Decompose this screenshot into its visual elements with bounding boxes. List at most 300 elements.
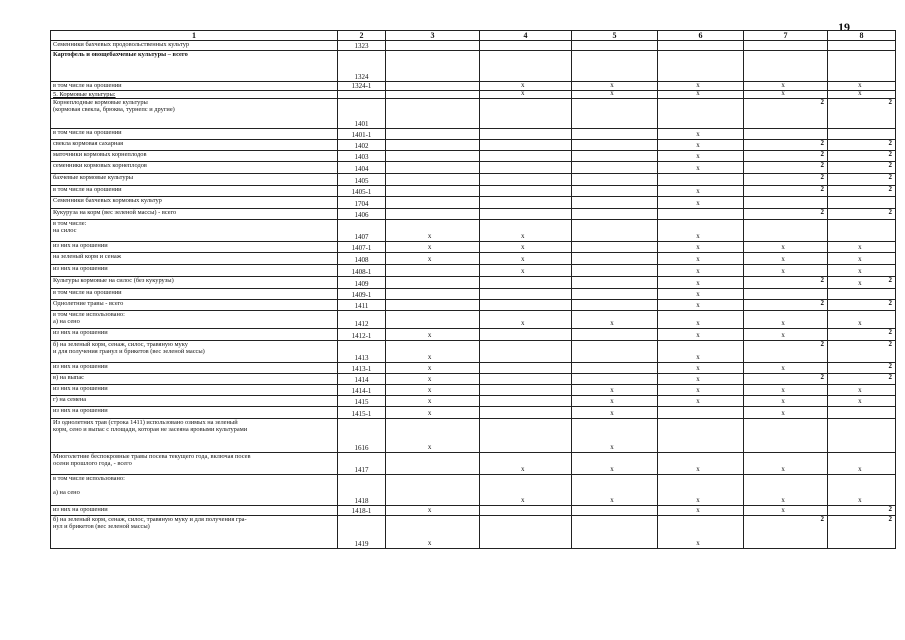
value-cell bbox=[572, 197, 658, 209]
cross-mark: x bbox=[696, 81, 700, 89]
value-cell bbox=[572, 140, 658, 151]
value-cell bbox=[386, 197, 480, 209]
row-code: 1413 bbox=[338, 341, 386, 363]
cross-mark: x bbox=[696, 331, 700, 339]
footnote-marker: 2 bbox=[820, 515, 824, 523]
value-cell bbox=[480, 253, 572, 265]
value-cell bbox=[480, 407, 572, 419]
table-row bbox=[51, 475, 896, 506]
row-code: 1324-1 bbox=[338, 82, 386, 91]
col-header-6: 6 bbox=[658, 31, 744, 41]
footnote-marker: 2 bbox=[888, 515, 892, 523]
table-body bbox=[51, 41, 896, 549]
cross-mark: x bbox=[427, 232, 432, 240]
page-number: 19 bbox=[838, 20, 850, 34]
footnote-marker: 2 bbox=[888, 373, 892, 381]
value-cell bbox=[572, 186, 658, 197]
col-header-4: 4 bbox=[480, 31, 572, 41]
table-row bbox=[51, 140, 896, 151]
value-cell bbox=[658, 174, 744, 186]
value-cell bbox=[658, 385, 744, 396]
value-cell bbox=[744, 242, 828, 253]
table-row bbox=[51, 197, 896, 209]
footnote-marker: 2 bbox=[888, 328, 892, 336]
row-code: 1409-1 bbox=[338, 289, 386, 300]
cross-mark: x bbox=[781, 243, 785, 251]
row-code: 1407-1 bbox=[338, 242, 386, 253]
value-cell bbox=[828, 242, 896, 253]
value-cell bbox=[744, 419, 828, 453]
value-cell bbox=[386, 140, 480, 151]
cross-mark: x bbox=[610, 397, 614, 405]
row-label: из них на орошении bbox=[51, 506, 338, 516]
value-cell bbox=[480, 453, 572, 475]
value-cell bbox=[572, 329, 658, 341]
value-cell bbox=[480, 41, 572, 51]
table-row bbox=[51, 253, 896, 265]
value-cell bbox=[572, 41, 658, 51]
value-cell bbox=[572, 407, 658, 419]
value-cell bbox=[386, 242, 480, 253]
row-label: в том числе на орошении bbox=[51, 289, 338, 300]
cross-mark: x bbox=[610, 386, 614, 394]
value-cell bbox=[480, 300, 572, 311]
row-label: на зеленый корм и сенаж bbox=[51, 253, 338, 265]
value-cell bbox=[828, 396, 896, 407]
cross-mark: x bbox=[781, 506, 785, 514]
row-code: 1402 bbox=[338, 140, 386, 151]
table-row bbox=[51, 220, 896, 242]
cross-mark: x bbox=[858, 386, 862, 394]
cross-mark: x bbox=[520, 90, 525, 97]
cross-mark: x bbox=[858, 465, 862, 473]
value-cell bbox=[572, 300, 658, 311]
value-cell bbox=[572, 51, 658, 82]
row-label: в том числе: на силос bbox=[51, 220, 338, 242]
cross-mark: x bbox=[696, 130, 700, 138]
value-cell bbox=[828, 363, 896, 374]
cross-mark: x bbox=[696, 290, 700, 298]
footnote-marker: 2 bbox=[820, 340, 824, 348]
table-row bbox=[51, 82, 896, 91]
footnote-marker: 2 bbox=[820, 161, 824, 169]
value-cell bbox=[658, 209, 744, 220]
cross-mark: x bbox=[858, 267, 862, 275]
cross-mark: x bbox=[696, 90, 700, 97]
cross-mark: x bbox=[520, 267, 525, 275]
value-cell bbox=[658, 475, 744, 506]
cross-mark: x bbox=[427, 443, 432, 451]
value-cell bbox=[828, 140, 896, 151]
row-label: Картофель и овощебахчевые культуры – всего bbox=[51, 51, 338, 82]
value-cell bbox=[744, 277, 828, 289]
value-cell bbox=[572, 453, 658, 475]
value-cell bbox=[744, 453, 828, 475]
table-row bbox=[51, 385, 896, 396]
value-cell bbox=[828, 197, 896, 209]
footnote-marker: 2 bbox=[888, 98, 892, 106]
cross-mark: x bbox=[427, 506, 432, 514]
value-cell bbox=[386, 277, 480, 289]
value-cell bbox=[828, 374, 896, 385]
value-cell bbox=[658, 151, 744, 162]
value-cell bbox=[828, 277, 896, 289]
value-cell bbox=[480, 197, 572, 209]
row-code: 1401 bbox=[338, 99, 386, 129]
footnote-marker: 2 bbox=[888, 208, 892, 216]
cross-mark: x bbox=[696, 243, 700, 251]
cross-mark: x bbox=[858, 279, 862, 287]
cross-mark: x bbox=[696, 539, 700, 547]
value-cell bbox=[828, 162, 896, 174]
row-code: 1412-1 bbox=[338, 329, 386, 341]
cross-mark: x bbox=[781, 364, 785, 372]
cross-mark: x bbox=[696, 164, 700, 172]
row-code: 1414 bbox=[338, 374, 386, 385]
row-code: 1324 bbox=[338, 51, 386, 82]
value-cell bbox=[386, 363, 480, 374]
cross-mark: x bbox=[696, 141, 700, 149]
cross-mark: x bbox=[427, 364, 432, 372]
cross-mark: x bbox=[696, 375, 700, 383]
table-row bbox=[51, 289, 896, 300]
table-row bbox=[51, 396, 896, 407]
footnote-marker: 2 bbox=[820, 299, 824, 307]
cross-mark: x bbox=[610, 81, 614, 89]
row-code: 1414-1 bbox=[338, 385, 386, 396]
value-cell bbox=[480, 311, 572, 329]
cross-mark: x bbox=[858, 255, 862, 263]
row-code: 1408 bbox=[338, 253, 386, 265]
value-cell bbox=[572, 174, 658, 186]
value-cell bbox=[386, 289, 480, 300]
value-cell bbox=[828, 407, 896, 419]
value-cell bbox=[480, 140, 572, 151]
value-cell bbox=[744, 174, 828, 186]
value-cell bbox=[828, 265, 896, 277]
value-cell bbox=[744, 475, 828, 506]
table-row bbox=[51, 453, 896, 475]
cross-mark: x bbox=[858, 90, 862, 97]
value-cell bbox=[480, 242, 572, 253]
value-cell bbox=[744, 162, 828, 174]
value-cell bbox=[572, 277, 658, 289]
value-cell bbox=[480, 329, 572, 341]
cross-mark: x bbox=[781, 267, 785, 275]
value-cell bbox=[480, 374, 572, 385]
cross-mark: x bbox=[610, 409, 614, 417]
value-cell bbox=[658, 329, 744, 341]
value-cell bbox=[744, 197, 828, 209]
footnote-marker: 2 bbox=[820, 173, 824, 181]
cross-mark: x bbox=[696, 152, 700, 160]
value-cell bbox=[658, 453, 744, 475]
cross-mark: x bbox=[427, 409, 432, 417]
row-label: в том числе на орошении bbox=[51, 186, 338, 197]
value-cell bbox=[386, 329, 480, 341]
value-cell bbox=[480, 385, 572, 396]
value-cell bbox=[386, 407, 480, 419]
value-cell bbox=[386, 341, 480, 363]
table-row bbox=[51, 41, 896, 51]
cross-mark: x bbox=[610, 90, 614, 97]
cross-mark: x bbox=[520, 81, 525, 89]
value-cell bbox=[744, 253, 828, 265]
cross-mark: x bbox=[610, 443, 614, 451]
value-cell bbox=[828, 209, 896, 220]
value-cell bbox=[572, 162, 658, 174]
header-row bbox=[51, 31, 896, 41]
value-cell bbox=[744, 129, 828, 140]
value-cell bbox=[658, 129, 744, 140]
value-cell bbox=[386, 506, 480, 516]
value-cell bbox=[658, 99, 744, 129]
value-cell bbox=[480, 341, 572, 363]
row-label: бахчевые кормовые культуры bbox=[51, 174, 338, 186]
value-cell bbox=[658, 242, 744, 253]
value-cell bbox=[658, 162, 744, 174]
value-cell bbox=[828, 289, 896, 300]
table-row bbox=[51, 209, 896, 220]
value-cell bbox=[480, 506, 572, 516]
row-label: в том числе использовано: а) на сено bbox=[51, 475, 338, 506]
footnote-marker: 2 bbox=[820, 276, 824, 284]
value-cell bbox=[480, 220, 572, 242]
cross-mark: x bbox=[696, 353, 700, 361]
cross-mark: x bbox=[781, 90, 785, 97]
value-cell bbox=[828, 506, 896, 516]
value-cell bbox=[828, 341, 896, 363]
row-label: свекла кормовая сахарная bbox=[51, 140, 338, 151]
footnote-marker: 2 bbox=[888, 340, 892, 348]
row-code: 1405-1 bbox=[338, 186, 386, 197]
table-row bbox=[51, 129, 896, 140]
value-cell bbox=[744, 82, 828, 91]
value-cell bbox=[572, 374, 658, 385]
value-cell bbox=[744, 516, 828, 549]
value-cell bbox=[386, 253, 480, 265]
value-cell bbox=[386, 419, 480, 453]
row-label: Семенники бахчевых кормовых культур bbox=[51, 197, 338, 209]
row-label: в том числе использовано: а) на сено bbox=[51, 311, 338, 329]
value-cell bbox=[386, 311, 480, 329]
footnote-marker: 2 bbox=[888, 185, 892, 193]
value-cell bbox=[480, 91, 572, 99]
value-cell bbox=[828, 91, 896, 99]
value-cell bbox=[572, 220, 658, 242]
row-code: 1418-1 bbox=[338, 506, 386, 516]
value-cell bbox=[744, 265, 828, 277]
cross-mark: x bbox=[610, 496, 614, 504]
value-cell bbox=[658, 363, 744, 374]
cross-mark: x bbox=[858, 243, 862, 251]
value-cell bbox=[658, 82, 744, 91]
value-cell bbox=[744, 329, 828, 341]
row-code bbox=[338, 91, 386, 99]
cross-mark: x bbox=[781, 331, 785, 339]
value-cell bbox=[386, 265, 480, 277]
value-cell bbox=[386, 174, 480, 186]
value-cell bbox=[744, 311, 828, 329]
table-row bbox=[51, 311, 896, 329]
value-cell bbox=[658, 140, 744, 151]
col-header-7: 7 bbox=[744, 31, 828, 41]
table-row bbox=[51, 374, 896, 385]
cross-mark: x bbox=[520, 465, 525, 473]
value-cell bbox=[744, 506, 828, 516]
value-cell bbox=[480, 516, 572, 549]
table-row bbox=[51, 300, 896, 311]
value-cell bbox=[480, 419, 572, 453]
value-cell bbox=[828, 174, 896, 186]
row-code: 1412 bbox=[338, 311, 386, 329]
table-row bbox=[51, 186, 896, 197]
value-cell bbox=[658, 300, 744, 311]
row-code: 1403 bbox=[338, 151, 386, 162]
cross-mark: x bbox=[781, 386, 785, 394]
value-cell bbox=[480, 265, 572, 277]
value-cell bbox=[828, 82, 896, 91]
row-label: Культуры кормовые на силос (без кукурузы) bbox=[51, 277, 338, 289]
value-cell bbox=[572, 91, 658, 99]
table-row bbox=[51, 506, 896, 516]
value-cell bbox=[572, 516, 658, 549]
value-cell bbox=[744, 99, 828, 129]
cross-mark: x bbox=[858, 397, 862, 405]
cross-mark: x bbox=[427, 353, 432, 361]
footnote-marker: 2 bbox=[820, 139, 824, 147]
row-label: г) на семена bbox=[51, 396, 338, 407]
value-cell bbox=[658, 220, 744, 242]
value-cell bbox=[572, 311, 658, 329]
cross-mark: x bbox=[781, 409, 785, 417]
value-cell bbox=[386, 300, 480, 311]
table-row bbox=[51, 242, 896, 253]
row-code: 1417 bbox=[338, 453, 386, 475]
footnote-marker: 2 bbox=[820, 150, 824, 158]
cross-mark: x bbox=[427, 375, 432, 383]
table-row bbox=[51, 162, 896, 174]
footnote-marker: 2 bbox=[888, 276, 892, 284]
row-label: из них на орошении bbox=[51, 242, 338, 253]
value-cell bbox=[572, 242, 658, 253]
value-cell bbox=[480, 186, 572, 197]
cross-mark: x bbox=[696, 267, 700, 275]
value-cell bbox=[828, 220, 896, 242]
value-cell bbox=[658, 91, 744, 99]
cross-mark: x bbox=[696, 319, 700, 327]
table-row bbox=[51, 151, 896, 162]
value-cell bbox=[828, 516, 896, 549]
value-cell bbox=[744, 209, 828, 220]
footnote-marker: 2 bbox=[888, 150, 892, 158]
value-cell bbox=[744, 407, 828, 419]
value-cell bbox=[828, 253, 896, 265]
row-code: 1409 bbox=[338, 277, 386, 289]
row-label: маточники кормовых корнеплодов bbox=[51, 151, 338, 162]
value-cell bbox=[744, 140, 828, 151]
footnote-marker: 2 bbox=[820, 98, 824, 106]
value-cell bbox=[828, 99, 896, 129]
table-row bbox=[51, 516, 896, 549]
value-cell bbox=[658, 374, 744, 385]
value-cell bbox=[828, 385, 896, 396]
cross-mark: x bbox=[696, 187, 700, 195]
value-cell bbox=[480, 51, 572, 82]
footnote-marker: 2 bbox=[820, 185, 824, 193]
table-row bbox=[51, 277, 896, 289]
cross-mark: x bbox=[520, 232, 525, 240]
row-code: 1401-1 bbox=[338, 129, 386, 140]
row-label: в том числе на орошении bbox=[51, 82, 338, 91]
footnote-marker: 2 bbox=[888, 139, 892, 147]
cross-mark: x bbox=[696, 301, 700, 309]
cross-mark: x bbox=[781, 397, 785, 405]
table-row bbox=[51, 91, 896, 99]
value-cell bbox=[572, 209, 658, 220]
row-label: Корнеплодные кормовые культуры (кормовая свекла, брюква, турнепс и другие) bbox=[51, 99, 338, 129]
table-row bbox=[51, 265, 896, 277]
cross-mark: x bbox=[696, 255, 700, 263]
value-cell bbox=[386, 516, 480, 549]
value-cell bbox=[658, 396, 744, 407]
row-label: Многолетние беспокровные травы посева текущего года, включая посев осени прошлого года, - всего bbox=[51, 453, 338, 475]
cross-mark: x bbox=[520, 319, 525, 327]
value-cell bbox=[386, 51, 480, 82]
cross-mark: x bbox=[781, 81, 785, 89]
value-cell bbox=[828, 151, 896, 162]
cross-mark: x bbox=[520, 496, 525, 504]
value-cell bbox=[386, 151, 480, 162]
value-cell bbox=[386, 220, 480, 242]
value-cell bbox=[572, 341, 658, 363]
row-label: из них на орошении bbox=[51, 329, 338, 341]
row-label: Семенники бахчевых продовольственных культур bbox=[51, 41, 338, 51]
value-cell bbox=[744, 289, 828, 300]
row-code: 1411 bbox=[338, 300, 386, 311]
value-cell bbox=[828, 311, 896, 329]
value-cell bbox=[480, 162, 572, 174]
cross-mark: x bbox=[696, 397, 700, 405]
value-cell bbox=[480, 277, 572, 289]
value-cell bbox=[386, 82, 480, 91]
cross-mark: x bbox=[520, 243, 525, 251]
footnote-marker: 2 bbox=[888, 505, 892, 513]
row-label: б) на зеленый корм, сенаж, силос, травяную муку и для получения гра- нул и брикетов (вес зеленой массы) bbox=[51, 516, 338, 549]
value-cell bbox=[572, 506, 658, 516]
value-cell bbox=[744, 385, 828, 396]
footnote-marker: 2 bbox=[888, 161, 892, 169]
col-header-3: 3 bbox=[386, 31, 480, 41]
cross-mark: x bbox=[858, 81, 862, 89]
value-cell bbox=[386, 99, 480, 129]
row-label: из них на орошении bbox=[51, 407, 338, 419]
value-cell bbox=[658, 516, 744, 549]
value-cell bbox=[744, 151, 828, 162]
value-cell bbox=[480, 475, 572, 506]
row-label: из них на орошении bbox=[51, 385, 338, 396]
footnote-marker: 2 bbox=[888, 362, 892, 370]
row-label: из них на орошении bbox=[51, 363, 338, 374]
value-cell bbox=[744, 220, 828, 242]
value-cell bbox=[386, 129, 480, 140]
value-cell bbox=[828, 453, 896, 475]
table-row bbox=[51, 174, 896, 186]
row-code: 1419 bbox=[338, 516, 386, 549]
cross-mark: x bbox=[781, 255, 785, 263]
cross-mark: x bbox=[696, 279, 700, 287]
value-cell bbox=[480, 396, 572, 407]
